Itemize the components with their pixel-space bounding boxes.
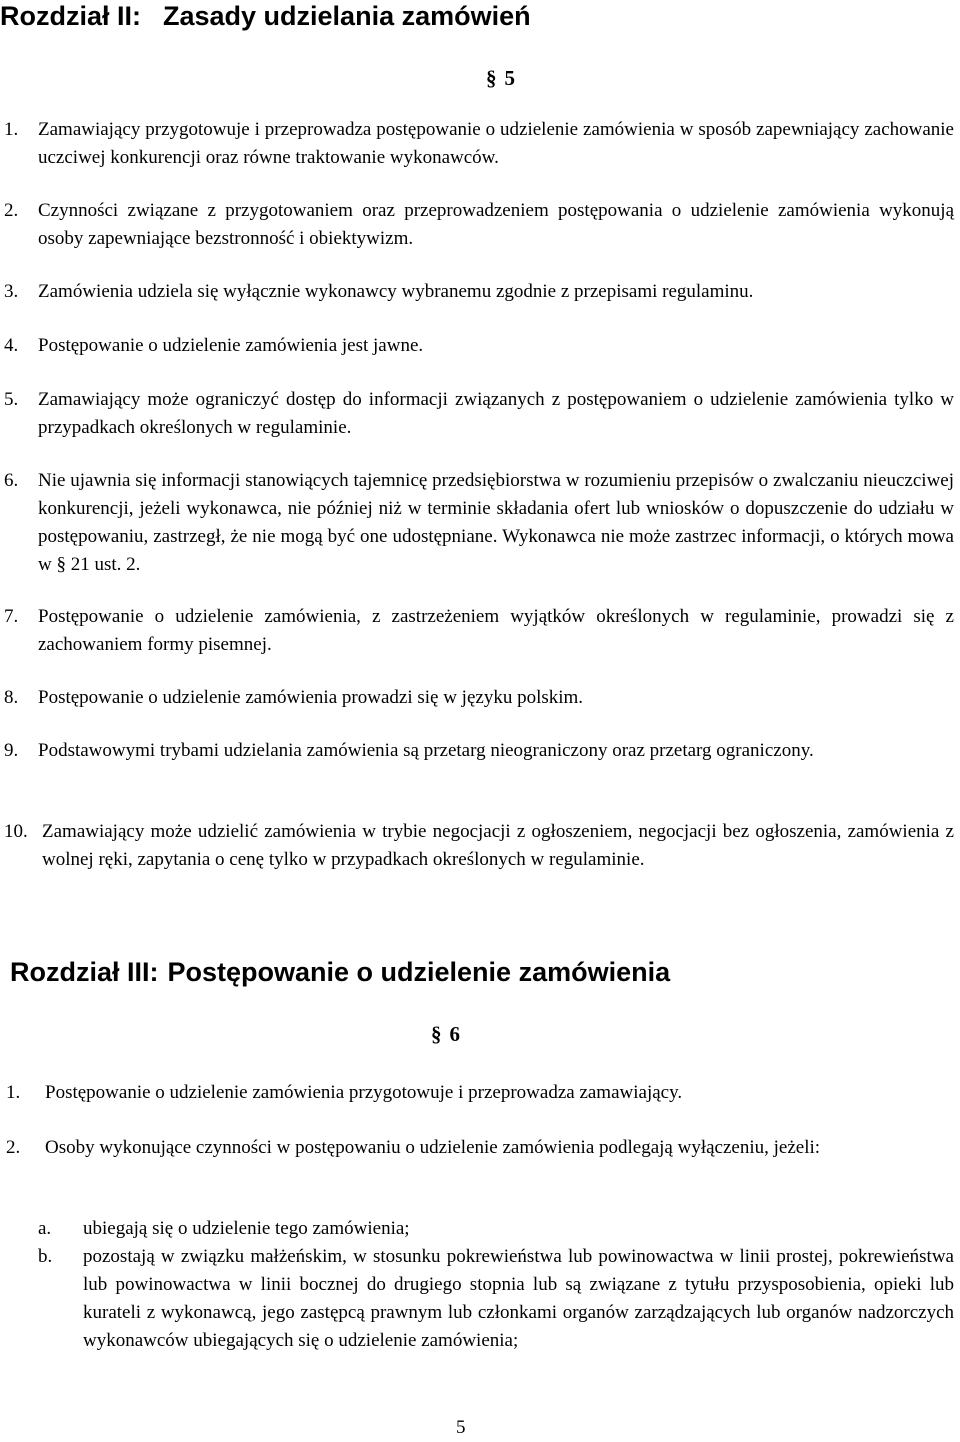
list-item-number: 9.	[4, 740, 19, 761]
section-sign: §	[486, 66, 497, 90]
list-item-text: ubiegają się o udzielenie tego zamówienia;	[83, 1218, 410, 1239]
list-item	[4, 467, 954, 579]
chapter-3-title	[10, 956, 670, 988]
list-item-number: 3.	[4, 281, 19, 302]
list-item-text: Zamawiający może ograniczyć dostęp do informacji związanych z postępowaniem o udzielenie zamówienia tylko w przypadkach określonych w regulaminie.	[38, 389, 954, 438]
list-item	[4, 386, 954, 442]
list-item-text: Zamawiający może udzielić zamówienia w trybie negocjacji z ogłoszeniem, negocjacji bez ogłoszenia, zamówienia z wolnej ręki, zapytania o cenę tylko w przypadkach określonych w regulaminie.	[42, 821, 954, 870]
list-item	[4, 818, 954, 874]
chapter-name: Postępowanie o udzielenie zamówienia	[167, 957, 671, 987]
list-item	[38, 1215, 954, 1243]
list-item	[4, 684, 954, 712]
list-item-text: Osoby wykonujące czynności w postępowaniu o udzielenie zamówienia podlegają wyłączeniu, jeżeli:	[45, 1137, 821, 1158]
list-item-letter: b.	[38, 1246, 53, 1267]
list-item	[38, 1243, 954, 1355]
section-heading	[431, 1021, 460, 1047]
list-item	[4, 197, 954, 253]
list-item-text: Podstawowymi trybami udzielania zamówienia są przetarg nieograniczony oraz przetarg ograniczony.	[38, 740, 814, 761]
chapter-name: Zasady udzielania zamówień	[163, 1, 531, 31]
list-item	[6, 1134, 954, 1162]
list-item-text: Postępowanie o udzielenie zamówienia jest jawne.	[38, 335, 424, 356]
chapter-label: Rozdział II:	[0, 1, 141, 31]
chapter-label: Rozdział III:	[10, 957, 159, 987]
list-item-number: 5.	[4, 389, 19, 410]
list-item-number: 8.	[4, 687, 19, 708]
list-item-text: Postępowanie o udzielenie zamówienia prowadzi się w języku polskim.	[38, 687, 584, 708]
list-item-number: 1.	[4, 119, 19, 140]
chapter-2-title	[0, 0, 531, 32]
list-item-text: Zamawiający przygotowuje i przeprowadza postępowanie o udzielenie zamówienia w sposób zapewniający zachowanie uczciwej konkurencji oraz równe traktowanie wykonawców.	[38, 119, 954, 168]
section-heading	[486, 65, 515, 91]
list-item-number: 2.	[4, 200, 19, 221]
list-item	[4, 116, 954, 172]
list-item-number: 4.	[4, 335, 19, 356]
list-item-text: Czynności związane z przygotowaniem oraz przeprowadzeniem postępowania o udzielenie zamówienia wykonują osoby zapewniające bezstronność i obiektywizm.	[38, 200, 954, 249]
list-item-text: pozostają w związku małżeńskim, w stosunku pokrewieństwa lub powinowactwa w linii prostej, pokrewieństwa lub powinowactwa w linii bocznej do drugiego stopnia lub są związane z tytułu przysposobienia, opieki lub kurateli z wykonawcą, jego zastępcą prawnym lub członkami organów zarządzających lub organów nadzorczych wykonawców ubiegających się o udzielenie zamówienia;	[83, 1246, 954, 1351]
list-item	[4, 278, 954, 306]
list-item-text: Zamówienia udziela się wyłącznie wykonawcy wybranemu zgodnie z przepisami regulaminu.	[38, 281, 754, 302]
list-item	[4, 332, 954, 360]
list-item-text: Postępowanie o udzielenie zamówienia przygotowuje i przeprowadza zamawiający.	[45, 1082, 683, 1103]
list-item-number: 1.	[6, 1082, 21, 1103]
list-item-number: 6.	[4, 470, 19, 491]
list-item	[4, 737, 954, 765]
section-sign: §	[431, 1022, 442, 1046]
list-item	[4, 603, 954, 659]
list-item	[6, 1079, 954, 1107]
list-item-number: 7.	[4, 606, 19, 627]
list-item-letter: a.	[38, 1218, 52, 1239]
list-item-text: Nie ujawnia się informacji stanowiących tajemnicę przedsiębiorstwa w rozumieniu przepisów o zwalczaniu nieuczciwej konkurencji, jeżeli wykonawca, nie później niż w terminie składania ofert lub wniosków o dopuszczenie do udziału w postępowaniu, zastrzegł, że nie mogą być one udostępniane. Wykonawca nie może zastrzec informacji, o których mowa w § 21 ust. 2.	[38, 470, 954, 575]
list-item-number: 10.	[4, 821, 28, 842]
page-number: 5	[456, 1417, 466, 1438]
list-item-number: 2.	[6, 1137, 21, 1158]
section-number: 6	[449, 1022, 460, 1046]
section-number: 5	[504, 66, 515, 90]
list-item-text: Postępowanie o udzielenie zamówienia, z zastrzeżeniem wyjątków określonych w regulaminie, prowadzi się z zachowaniem formy pisemnej.	[38, 606, 954, 655]
